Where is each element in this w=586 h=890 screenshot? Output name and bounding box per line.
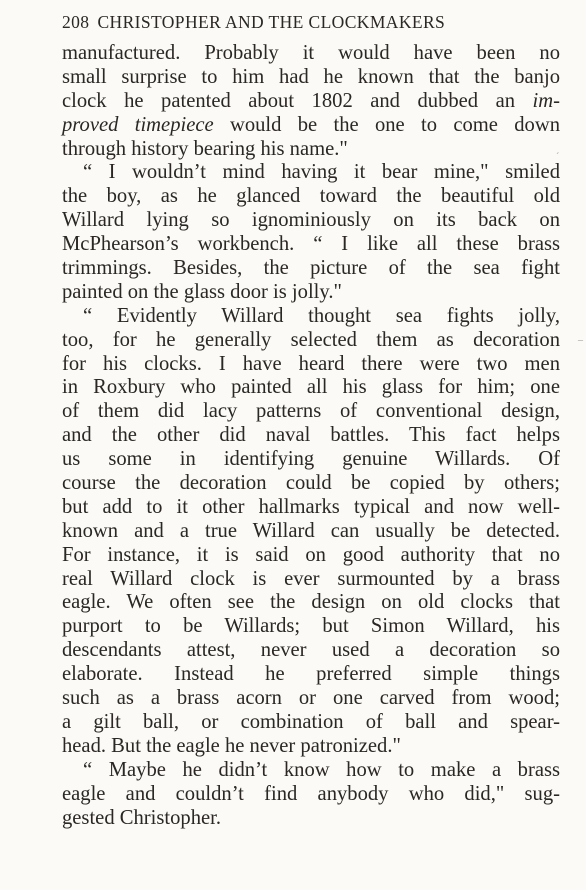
- line-text: for his clocks. I have heard there were two men: [62, 352, 560, 375]
- line-text: such as a brass acorn or one carved from wood;: [62, 687, 560, 710]
- text-line: [62, 424, 560, 448]
- text-line: [62, 615, 560, 639]
- line-text: small surprise to him had he known that the banjo: [62, 65, 560, 88]
- text-line: [62, 66, 560, 90]
- line-text: us some in identifying genuine Willards. Of: [62, 448, 560, 471]
- line-text: eagle. We often see the design on old clocks that: [62, 591, 560, 614]
- body-text: [62, 42, 560, 830]
- text-line: [62, 807, 560, 831]
- text-line: [62, 711, 560, 735]
- line-text: head. But the eagle he never patronized.": [62, 734, 401, 757]
- line-text: elaborate. Instead he preferred simple things: [62, 663, 560, 686]
- text-line: [62, 591, 560, 615]
- line-text: real Willard clock is ever surmounted by a brass: [62, 567, 560, 590]
- line-text: For instance, it is said on good authority that no: [62, 543, 560, 566]
- line-text: purport to be Willards; but Simon Willard, his: [62, 615, 560, 638]
- line-text: a gilt ball, or combination of ball and spear-: [62, 710, 560, 733]
- text-line: [62, 520, 560, 544]
- text-line: [62, 448, 560, 472]
- line-text: Willard lying so ignominiously on its back on: [62, 209, 560, 232]
- italic-text: im-: [532, 89, 560, 112]
- text-line: [62, 759, 560, 783]
- italic-text: proved timepiece: [62, 113, 214, 136]
- text-line: [62, 138, 560, 162]
- line-text: “ I wouldn’t mind having it bear mine," smiled: [83, 161, 560, 184]
- text-line: [62, 735, 560, 759]
- line-text: “ Evidently Willard thought sea fights jolly,: [83, 304, 560, 327]
- text-line: [62, 544, 560, 568]
- text-line: [62, 400, 560, 424]
- line-text: clock he patented about 1802 and dubbed an: [62, 89, 533, 112]
- text-line: [62, 329, 560, 353]
- line-text: gested Christopher.: [62, 806, 222, 829]
- page-number: 208: [62, 12, 90, 32]
- text-line: [62, 281, 560, 305]
- text-line: [62, 114, 560, 138]
- line-text: descendants attest, never used a decoration so: [62, 639, 560, 662]
- text-line: [62, 496, 560, 520]
- line-text: through history bearing his name.": [62, 137, 348, 160]
- text-line: [62, 783, 560, 807]
- text-line: [62, 376, 560, 400]
- running-title: CHRISTOPHER AND THE CLOCKMAKERS: [97, 12, 446, 32]
- text-line: [62, 161, 560, 185]
- line-text: manufactured. Probably it would have been no: [62, 42, 560, 64]
- text-line: [62, 233, 560, 257]
- line-text: but add to it other hallmarks typical and now well-: [62, 495, 560, 518]
- text-line: [62, 257, 560, 281]
- text-line: [62, 568, 560, 592]
- text-line: [62, 209, 560, 233]
- line-text: trimmings. Besides, the picture of the sea fight: [62, 257, 560, 280]
- text-line: [62, 687, 560, 711]
- text-line: [62, 353, 560, 377]
- line-text: of them did lacy patterns of conventional design,: [62, 400, 560, 423]
- text-line: [62, 42, 560, 66]
- line-text: course the decoration could be copied by others;: [62, 472, 560, 495]
- book-page: [62, 12, 560, 830]
- margin-tick: ˊ: [556, 152, 560, 163]
- line-text: painted on the glass door is jolly.": [62, 280, 342, 303]
- line-text: known and a true Willard can usually be detected.: [62, 519, 560, 542]
- text-line: [62, 305, 560, 329]
- line-text: eagle and couldn’t find anybody who did," sug-: [62, 782, 560, 805]
- margin-tick: –: [578, 335, 583, 346]
- line-text: the boy, as he glanced toward the beautiful old: [62, 185, 560, 208]
- text-line: [62, 185, 560, 209]
- text-line: [62, 639, 560, 663]
- line-text: “ Maybe he didn’t know how to make a brass: [83, 758, 560, 781]
- text-line: [62, 663, 560, 687]
- line-text: too, for he generally selected them as decoration: [62, 328, 560, 351]
- line-text: would be the one to come down: [213, 113, 561, 136]
- line-text: and the other did naval battles. This fact helps: [62, 424, 560, 447]
- text-line: [62, 90, 560, 114]
- line-text: in Roxbury who painted all his glass for him; one: [62, 376, 560, 399]
- text-line: [62, 472, 560, 496]
- running-head: [62, 12, 560, 42]
- line-text: McPhearson’s workbench. “ I like all these brass: [62, 233, 560, 256]
